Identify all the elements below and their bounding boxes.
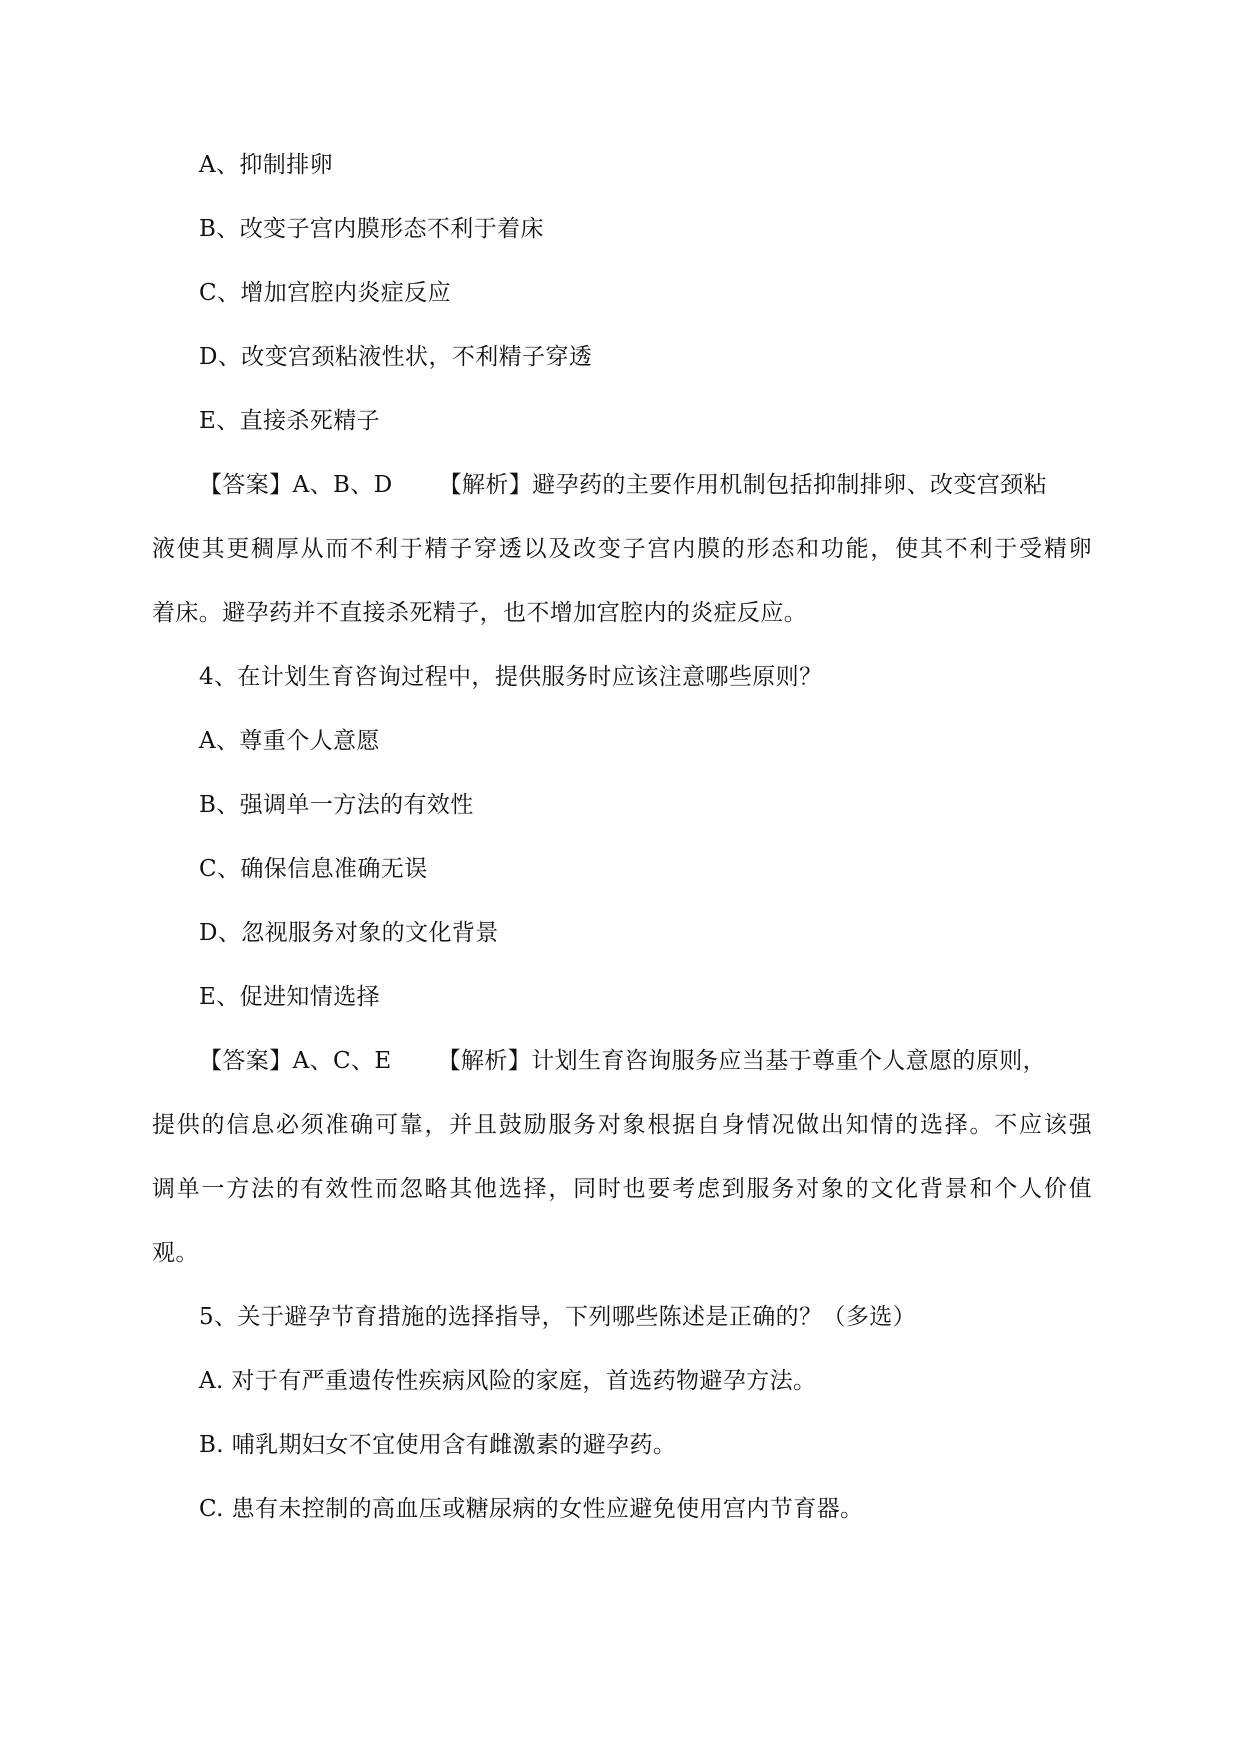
q4-option-b: B、强调单一方法的有效性 bbox=[199, 792, 474, 818]
q5-option-c: C. 患有未控制的高血压或糖尿病的女性应避免使用宫内节育器。 bbox=[199, 1496, 864, 1522]
q3-answer-line bbox=[199, 470, 1047, 500]
q4-question: 4、在计划生育咨询过程中，提供服务时应该注意哪些原则？ bbox=[199, 664, 823, 690]
q3-option-a: A、抑制排卵 bbox=[199, 152, 334, 178]
q4-answer: 【答案】A、C、E bbox=[199, 1048, 392, 1074]
q3-analysis-label: 【解析】 bbox=[438, 472, 533, 498]
q3-analysis-line-3: 着床。避孕药并不直接杀死精子，也不增加宫腔内的炎症反应。 bbox=[152, 600, 808, 626]
q4-option-e: E、促进知情选择 bbox=[199, 984, 380, 1010]
q4-analysis-line-3: 调单一方法的有效性而忽略其他选择，同时也要考虑到服务对象的文化背景和个人价值 bbox=[152, 1176, 1092, 1202]
q4-analysis-line-2: 提供的信息必须准确可靠，并且鼓励服务对象根据自身情况做出知情的选择。不应该强 bbox=[152, 1112, 1092, 1138]
q3-analysis-line-2: 液使其更稠厚从而不利于精子穿透以及改变子宫内膜的形态和功能，使其不利于受精卵 bbox=[152, 536, 1092, 562]
q4-option-c: C、确保信息准确无误 bbox=[199, 856, 428, 882]
q3-option-e: E、直接杀死精子 bbox=[199, 408, 380, 434]
q4-option-a: A、尊重个人意愿 bbox=[199, 728, 380, 754]
q3-answer: 【答案】A、B、D bbox=[199, 472, 393, 498]
q5-question: 5、关于避孕节育措施的选择指导，下列哪些陈述是正确的？（多选） bbox=[199, 1304, 917, 1330]
q3-option-b: B、改变子宫内膜形态不利于着床 bbox=[199, 216, 544, 242]
q4-analysis-line-4: 观。 bbox=[152, 1240, 199, 1266]
q4-analysis-line-1: 计划生育咨询服务应当基于尊重个人意愿的原则， bbox=[531, 1048, 1047, 1074]
q3-option-d: D、改变宫颈粘液性状，不利精子穿透 bbox=[199, 344, 593, 370]
q4-option-d: D、忽视服务对象的文化背景 bbox=[199, 920, 499, 946]
q4-answer-line bbox=[199, 1046, 1046, 1076]
q3-analysis-line-1: 避孕药的主要作用机制包括抑制排卵、改变宫颈粘 bbox=[532, 472, 1047, 498]
q5-option-a: A. 对于有严重遗传性疾病风险的家庭，首选药物避孕方法。 bbox=[199, 1368, 817, 1394]
q4-analysis-label: 【解析】 bbox=[437, 1048, 532, 1074]
q5-option-b: B. 哺乳期妇女不宜使用含有雌激素的避孕药。 bbox=[199, 1432, 677, 1458]
q3-option-c: C、增加宫腔内炎症反应 bbox=[199, 280, 451, 306]
